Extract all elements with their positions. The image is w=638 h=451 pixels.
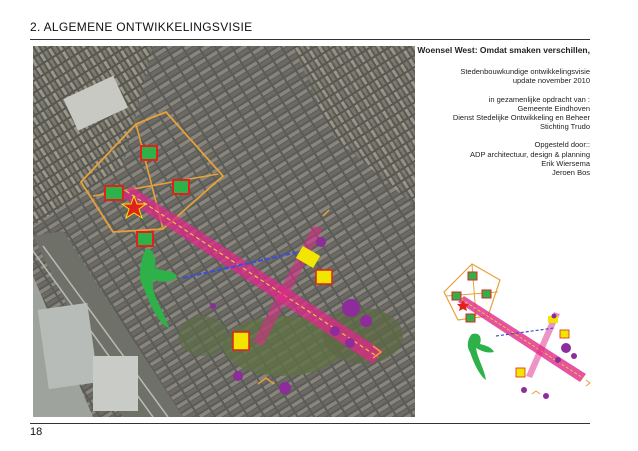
page-number: 18 (30, 426, 43, 438)
author-name: ADP architectuur, design & planning (470, 149, 590, 159)
aerial-photo (33, 46, 415, 417)
project-title: Woensel West: Omdat smaken verschillen, (417, 45, 590, 55)
commission-label: in gezamenlijke opdracht van : (488, 94, 590, 104)
client-name: Dienst Stedelijke Ontwikkeling en Beheer (452, 113, 590, 123)
client-name: Stichting Trudo (539, 122, 590, 132)
author-label: Opgesteld door:: (534, 140, 590, 150)
section-heading: 2. ALGEMENE ONTWIKKELINGSVISIE (30, 20, 253, 34)
site-plan-diagram (436, 256, 604, 406)
footer-rule (30, 423, 590, 424)
subtitle-line: Stedenbouwkundige ontwikkelingsvisie (460, 67, 590, 77)
author-name: Jeroen Bos (552, 168, 590, 178)
project-info (390, 46, 590, 177)
header-rule (30, 39, 590, 40)
site-plan-graphic (436, 256, 604, 406)
client-name: Gemeente Eindhoven (517, 103, 590, 113)
update-date: update november 2010 (512, 76, 590, 86)
aerial-photo-graphic (33, 46, 415, 417)
author-name: Erik Wiersema (541, 158, 590, 168)
